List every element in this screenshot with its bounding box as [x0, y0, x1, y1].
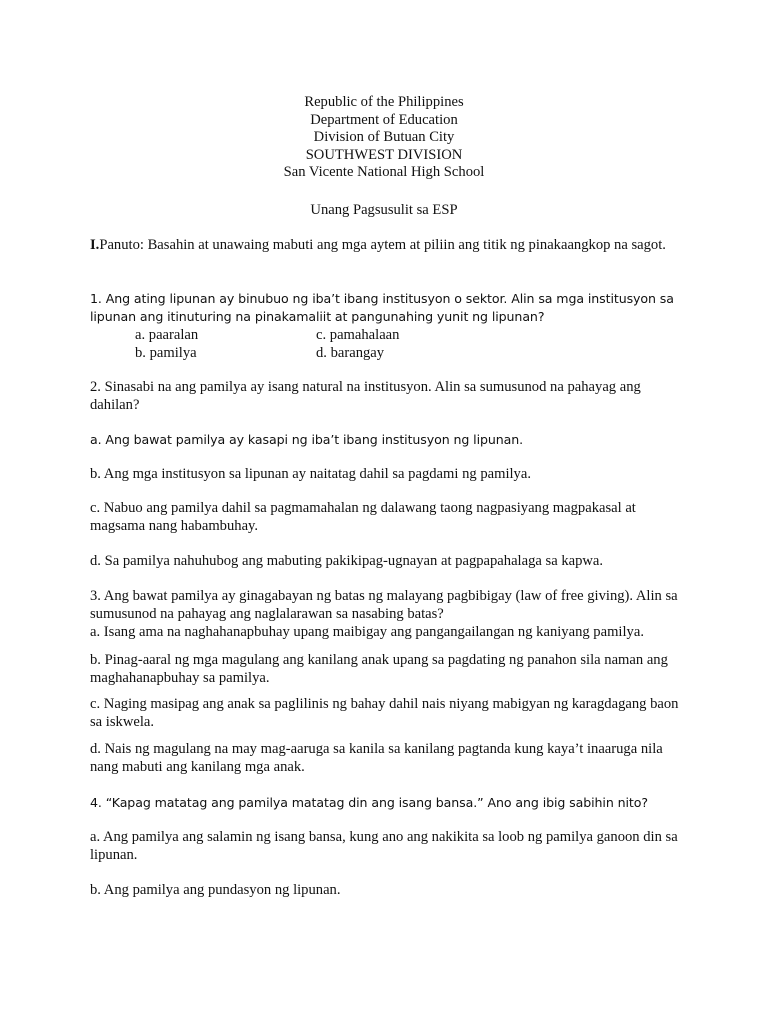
- instructions: [90, 236, 680, 254]
- question-4-text: 4. “Kapag matatag ang pamilya matatag din ang isang bansa.” Ano ang ibig sabihin nito?: [90, 795, 648, 810]
- question-3-choice-b-row: [90, 651, 680, 687]
- question-2-choice-c: c. Nabuo ang pamilya dahil sa pagmamahalan ng dalawang taong nagpasiyang magpakasal at magsama nang habambuhay.: [90, 500, 636, 534]
- question-2-text: 2. Sinasabi na ang pamilya ay isang natural na institusyon. Alin sa sumusunod na pahayag ang dahilan?: [90, 379, 641, 413]
- question-3-choice-a: a. Isang ama na naghahanapbuhay upang maibigay ang pangangailangan ng kaniyang pamilya.: [90, 624, 644, 640]
- question-2: [90, 378, 680, 414]
- question-1-choices: [90, 326, 680, 362]
- question-4-choice-b-row: [90, 881, 680, 899]
- question-1-choice-b: b. pamilya: [135, 345, 197, 361]
- question-1-choice-d: d. barangay: [316, 345, 385, 361]
- exam-title: Unang Pagsusulit sa ESP: [310, 202, 458, 218]
- question-2-choice-b: b. Ang mga institusyon sa lipunan ay naitatag dahil sa pagdami ng pamilya.: [90, 466, 531, 482]
- question-2-choice-a-row: [90, 431, 680, 449]
- question-2-choice-b-row: [90, 465, 680, 483]
- instructions-label: I.: [90, 237, 100, 253]
- question-2-choice-c-row: [90, 499, 680, 535]
- school-header: [0, 93, 768, 181]
- question-2-choice-a: a. Ang bawat pamilya ay kasapi ng iba’t ibang institusyon ng lipunan.: [90, 432, 524, 447]
- header-division: Division of Butuan City: [313, 129, 455, 146]
- question-4-choice-a: a. Ang pamilya ang salamin ng isang bansa, kung ano ang nakikita sa loob ng pamilya ganoon din sa lipunan.: [90, 829, 678, 863]
- question-3-text: 3. Ang bawat pamilya ay ginagabayan ng batas ng malayang pagbibigay (law of free giving). Alin sa sumusunod na pahayag ang naglalarawan sa nasabing batas?: [90, 588, 678, 622]
- header-department: Department of Education: [310, 111, 458, 128]
- question-3: [90, 587, 680, 641]
- instructions-text: Panuto: Basahin at unawaing mabuti ang mga aytem at piliin ang titik ng pinakaangkop na sagot.: [99, 237, 666, 253]
- question-1-text: 1. Ang ating lipunan ay binubuo ng iba’t ibang institusyon o sektor. Alin sa mga institusyon sa lipunan ang itinuturing na pinakamaliit at pangunahing yunit ng lipunan?: [90, 291, 674, 324]
- question-4: [90, 794, 680, 812]
- question-3-choice-c-row: [90, 695, 680, 731]
- question-4-choice-b: b. Ang pamilya ang pundasyon ng lipunan.: [90, 882, 341, 898]
- question-3-choice-d-row: [90, 740, 680, 776]
- question-3-choice-c: c. Naging masipag ang anak sa paglilinis ng bahay dahil nais niyang mabigyan ng karagdagang baon sa iskwela.: [90, 696, 679, 730]
- question-3-choice-b: b. Pinag-aaral ng mga magulang ang kanilang anak upang sa pagdating ng panahon sila naman ang maghahanapbuhay sa pamilya.: [90, 652, 668, 686]
- question-1-choice-c: c. pamahalaan: [316, 327, 400, 343]
- header-school-name: San Vicente National High School: [283, 164, 485, 181]
- question-2-choice-d: d. Sa pamilya nahuhubog ang mabuting pakikipag-ugnayan at pagpapahalaga sa kapwa.: [90, 553, 604, 569]
- question-1-choice-a: a. paaralan: [135, 327, 199, 343]
- header-southwest-division: SOUTHWEST DIVISION: [305, 146, 463, 163]
- question-2-choice-d-row: [90, 552, 680, 570]
- header-republic: Republic of the Philippines: [304, 94, 464, 110]
- question-3-choice-d: d. Nais ng magulang na may mag-aaruga sa kanila sa kanilang pagtanda kung kaya’t inaaruga nila nang mabuti ang kanilang mga anak.: [90, 741, 663, 775]
- question-4-choice-a-row: [90, 828, 680, 864]
- question-1: [90, 290, 680, 362]
